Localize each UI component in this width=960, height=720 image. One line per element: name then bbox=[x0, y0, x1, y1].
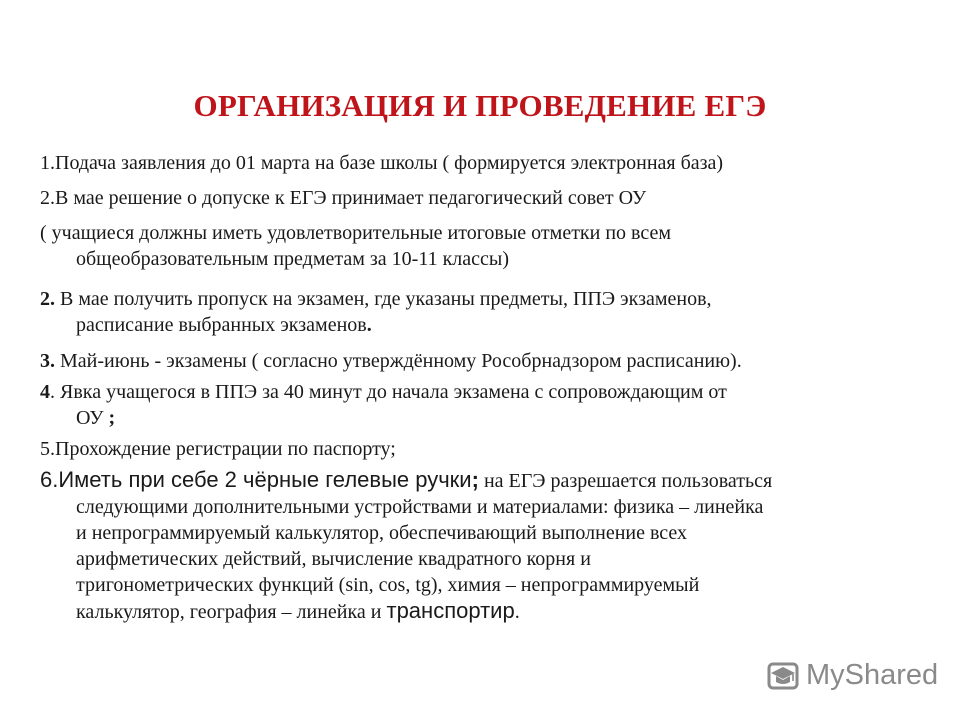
item-1: 1.Подача заявления до 01 марта на базе школы ( формируется электронная база) bbox=[40, 152, 724, 174]
item-3-line-1 bbox=[40, 286, 920, 312]
item-3-text-cont: расписание выбранных экзаменов bbox=[76, 314, 367, 336]
item-7-line-5: тригонометрических функций (sin, cos, tg), химия – непрограммируемый bbox=[76, 574, 700, 596]
item-6: 5.Прохождение регистрации по паспорту; bbox=[40, 438, 396, 460]
item-5-text: . Явка учащегося в ППЭ за 40 минут до начала экзамена с сопровождающим от bbox=[50, 381, 727, 403]
item-7-period: . bbox=[514, 601, 520, 623]
item-5-line-2 bbox=[40, 405, 920, 431]
item-7-text: на ЕГЭ разрешается пользоваться bbox=[478, 470, 773, 492]
item-7-line-4: арифметических действий, вычисление квадратного корня и bbox=[76, 548, 591, 570]
item-5 bbox=[40, 379, 920, 431]
item-5-line-1 bbox=[40, 379, 920, 405]
item-4-text: Май-июнь - экзамены ( согласно утверждённому Рособрнадзором расписанию). bbox=[55, 350, 742, 372]
item-3-text: В мае получить пропуск на экзамен, где указаны предметы, ППЭ экзаменов, bbox=[55, 288, 712, 310]
item-7-line-1 bbox=[40, 467, 920, 494]
item-7-line-3: и непрограммируемый калькулятор, обеспечивающий выполнение всех bbox=[76, 522, 688, 544]
item-3 bbox=[40, 286, 920, 338]
item-3-number: 2. bbox=[40, 288, 55, 310]
item-2-note-line-2: общеобразовательным предметам за 10-11 классы) bbox=[76, 248, 510, 270]
item-7-line-6 bbox=[40, 598, 920, 625]
item-4 bbox=[40, 348, 920, 374]
item-5-end: ; bbox=[108, 407, 116, 429]
item-7-text-end: калькулятор, география – линейка и bbox=[76, 601, 387, 623]
slide-title: ОРГАНИЗАЦИЯ И ПРОВЕДЕНИЕ ЕГЭ bbox=[193, 88, 767, 123]
item-7-heading: 6.Иметь при себе 2 чёрные гелевые ручки bbox=[40, 467, 472, 492]
item-2-note bbox=[40, 220, 920, 272]
item-5-number: 4 bbox=[40, 381, 50, 403]
item-7-transportir: транспортир bbox=[386, 598, 515, 623]
item-7-line-2: следующими дополнительными устройствами и материалами: физика – линейка bbox=[76, 496, 764, 518]
item-4-number: 3. bbox=[40, 350, 55, 372]
item-7 bbox=[40, 467, 920, 625]
item-7-semicolon: ; bbox=[471, 467, 479, 492]
mortarboard-icon bbox=[766, 658, 800, 692]
item-3-line-2 bbox=[40, 312, 920, 338]
watermark-text: MyShared bbox=[806, 658, 939, 691]
item-3-end: . bbox=[366, 314, 372, 336]
watermark-logo bbox=[766, 655, 938, 695]
item-5-text-cont: ОУ bbox=[76, 407, 109, 429]
item-2: 2.В мае решение о допуске к ЕГЭ принимает педагогический совет ОУ bbox=[40, 187, 647, 209]
item-2-note-line-1: ( учащиеся должны иметь удовлетворительные итоговые отметки по всем bbox=[40, 222, 672, 244]
